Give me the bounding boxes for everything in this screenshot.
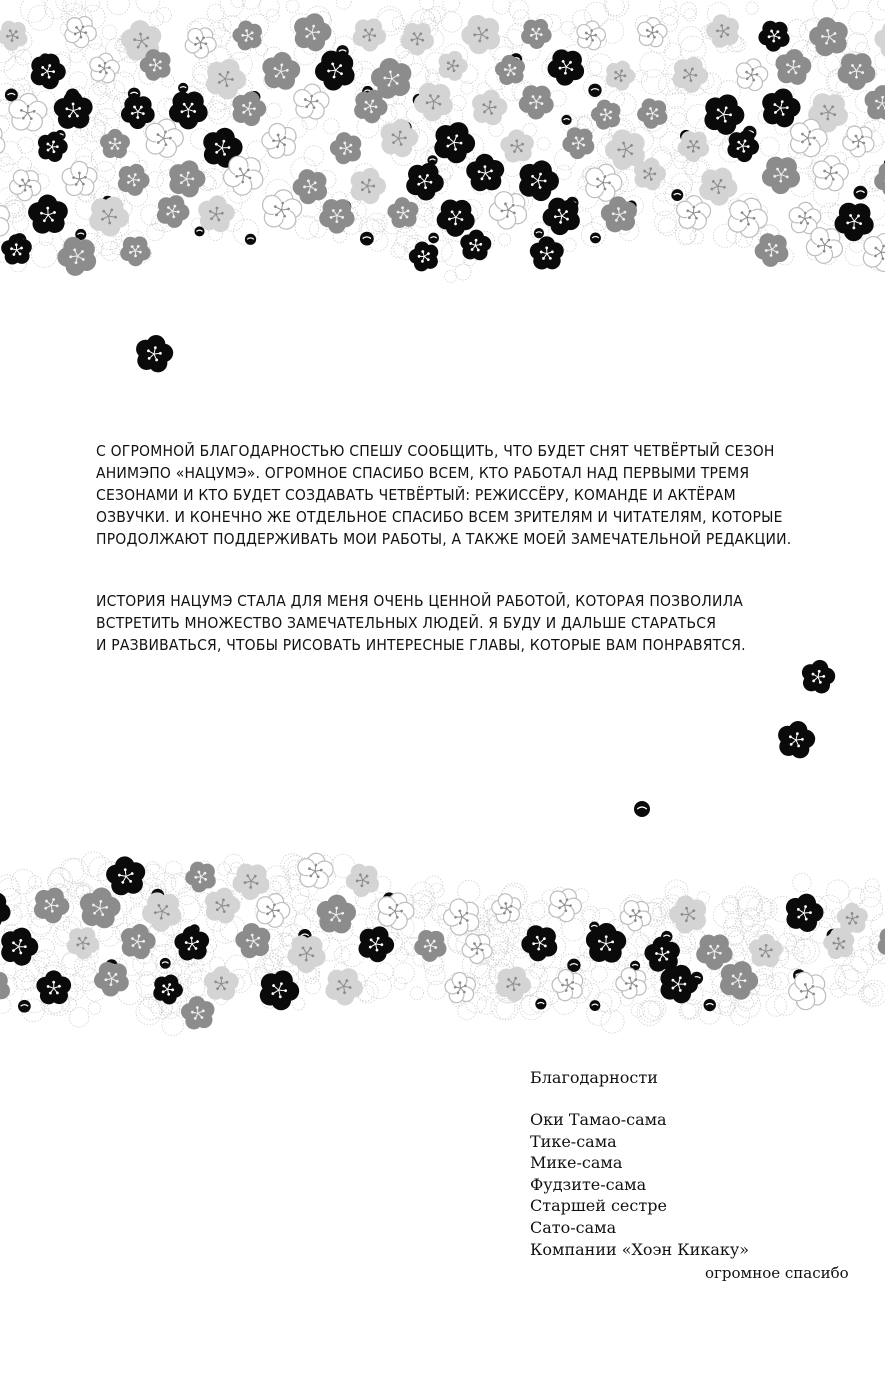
- plum-blossom-icon: [25, 190, 74, 239]
- plum-blossom-icon: [204, 966, 239, 1000]
- plum-blossom-icon: [527, 233, 568, 274]
- plum-blossom-icon: [51, 86, 98, 134]
- plum-blossom-icon: [488, 889, 527, 928]
- acknowledgements-closing: огромное спасибо: [705, 1264, 849, 1282]
- plum-blossom-icon: [346, 164, 390, 207]
- plum-blossom-icon: [772, 716, 820, 764]
- plum-blossom-icon: [558, 121, 601, 164]
- plum-blossom-icon: [408, 74, 461, 127]
- plum-blossom-icon: [296, 851, 335, 889]
- plum-blossom-icon: [180, 21, 222, 63]
- plum-blossom-icon: [292, 82, 331, 120]
- plum-blossom-icon: [441, 968, 481, 1008]
- plum-blossom-icon: [59, 10, 102, 52]
- plum-bud-icon: [18, 1000, 31, 1013]
- plum-blossom-icon: [774, 47, 813, 85]
- plum-blossom-icon: [615, 893, 658, 936]
- plum-bud-icon: [535, 998, 546, 1009]
- plum-blossom-icon: [229, 15, 268, 54]
- plum-blossom-icon: [782, 890, 827, 934]
- plum-blossom-icon: [171, 922, 214, 966]
- flower-pattern-band-bottom: [0, 840, 885, 1040]
- message-line: ОЗВУЧКИ. И КОНЕЧНО ЖЕ ОТДЕЛЬНОЕ СПАСИБО ВСЕМ ЗРИТЕЛЯМ И ЧИТАТЕЛЯМ, КОТОРЫЕ: [96, 508, 783, 526]
- plum-blossom-icon: [754, 14, 796, 56]
- plum-blossom-icon: [0, 231, 36, 269]
- plum-blossom-icon: [26, 49, 70, 93]
- plum-blossom-icon: [748, 933, 783, 967]
- message-line: И РАЗВИВАТЬСЯ, ЧТОБЫ РИСОВАТЬ ИНТЕРЕСНЫЕ ГЛАВЫ, КОТОРЫЕ ВАМ ПОНРАВЯТСЯ.: [96, 636, 746, 654]
- plum-blossom-icon: [514, 78, 561, 125]
- plum-blossom-icon: [260, 50, 302, 91]
- plum-blossom-icon: [401, 156, 450, 204]
- plum-blossom-icon: [673, 124, 715, 166]
- plum-blossom-icon: [636, 16, 669, 48]
- message-line: СЕЗОНАМИ И КТО БУДЕТ СОЗДАВАТЬ ЧЕТВЁРТЫЙ: РЕЖИССЁРУ, КОМАНДЕ И АКТЁРАМ: [96, 486, 736, 504]
- plum-bud-icon: [160, 958, 171, 969]
- plum-bud-icon: [590, 1000, 601, 1011]
- acknowledgements-title: Благодарности: [530, 1068, 658, 1087]
- acknowledgement-name: Старшей сестре: [530, 1196, 667, 1216]
- plum-blossom-icon: [459, 229, 491, 261]
- acknowledgements: [530, 1068, 749, 1260]
- message-line: ВСТРЕТИТЬ МНОЖЕСТВО ЗАМЕЧАТЕЛЬНЫХ ЛЮДЕЙ. Я БУДУ И ДАЛЬШЕ СТАРАТЬСЯ: [96, 614, 717, 632]
- flower-pattern-band-top: [0, 0, 885, 300]
- message-line: С ОГРОМНОЙ БЛАГОДАРНОСТЬЮ СПЕШУ СООБЩИТЬ, ЧТО БУДЕТ СНЯТ ЧЕТВЁРТЫЙ СЕЗОН: [96, 442, 775, 460]
- message-paragraph-1: [96, 440, 796, 550]
- plum-blossom-icon: [469, 87, 510, 127]
- plum-blossom-icon: [864, 85, 885, 121]
- plum-blossom-icon: [516, 918, 565, 967]
- plum-blossom-icon: [117, 921, 158, 961]
- plum-blossom-icon: [733, 56, 771, 93]
- acknowledgement-name: Мике-сама: [530, 1153, 623, 1173]
- plum-blossom-icon: [164, 156, 208, 200]
- plum-bud-icon: [561, 115, 571, 125]
- plum-bud-icon: [704, 999, 716, 1011]
- acknowledgement-name: Оки Тамао-сама: [530, 1110, 667, 1129]
- plum-bud-icon: [854, 186, 868, 200]
- plum-blossom-icon: [113, 159, 153, 199]
- plum-blossom-icon: [326, 127, 368, 169]
- plum-blossom-icon: [602, 57, 639, 94]
- plum-blossom-pattern: [0, 0, 885, 300]
- plum-blossom-icon: [456, 7, 509, 60]
- plum-blossom-icon: [796, 655, 840, 699]
- plum-bud-icon: [534, 228, 544, 238]
- plum-blossom-icon: [0, 963, 17, 1009]
- plum-blossom-icon: [811, 153, 851, 192]
- plum-blossom-icon: [320, 961, 369, 1010]
- plum-blossom-icon: [405, 236, 444, 275]
- plum-blossom-icon: [702, 9, 746, 53]
- acknowledgement-name: Компании «Хоэн Кикаку»: [530, 1239, 750, 1259]
- plum-bud-icon: [428, 233, 439, 244]
- plum-blossom-icon: [133, 332, 176, 374]
- plum-bud-icon: [590, 232, 601, 243]
- plum-bud-icon: [588, 84, 601, 97]
- plum-bud-icon: [630, 797, 654, 821]
- plum-blossom-icon: [435, 47, 471, 83]
- plum-blossom-icon: [775, 718, 818, 760]
- plum-blossom-icon: [799, 657, 837, 695]
- message-paragraph-2: [96, 590, 796, 656]
- plum-blossom-icon: [59, 157, 103, 201]
- plum-blossom-icon: [543, 883, 586, 926]
- message-line: ИСТОРИЯ НАЦУМЭ СТАЛА ДЛЯ МЕНЯ ОЧЕНЬ ЦЕННОЙ РАБОТОЙ, КОТОРАЯ ПОЗВОЛИЛА: [96, 592, 744, 610]
- plum-bud-icon: [178, 83, 188, 93]
- plum-bud-icon: [245, 234, 256, 245]
- plum-blossom-icon: [348, 12, 392, 56]
- plum-blossom-icon: [492, 51, 530, 90]
- acknowledgement-name: Фудзите-сама: [530, 1174, 647, 1194]
- plum-blossom-icon: [316, 894, 357, 934]
- plum-bud-icon: [634, 801, 650, 817]
- plum-blossom-icon: [664, 889, 714, 940]
- plum-bud-icon: [360, 232, 374, 246]
- plum-bud-icon: [5, 88, 18, 101]
- message-line: ПРОДОЛЖАЮТ ПОДДЕРЖИВАТЬ МОИ РАБОТЫ, А ТАКЖЕ МОЕЙ ЗАМЕЧАТЕЛЬНОЙ РЕДАКЦИИ.: [96, 530, 792, 548]
- plum-blossom-icon: [130, 330, 178, 378]
- plum-blossom-icon: [699, 88, 750, 138]
- message-line: АНИМЭПО «НАЦУМЭ». ОГРОМНОЕ СПАСИБО ВСЕМ, КТО РАБОТАЛ НАД ПЕРВЫМИ ТРЕМЯ: [96, 464, 750, 482]
- acknowledgement-name: Тике-сама: [530, 1131, 617, 1151]
- plum-blossom-icon: [377, 115, 422, 159]
- plum-blossom-pattern: [0, 840, 885, 1040]
- acknowledgement-name: Сато-сама: [530, 1217, 617, 1237]
- plum-blossom-icon: [254, 964, 304, 1014]
- plum-blossom-icon: [463, 149, 510, 197]
- plum-blossom-icon: [341, 857, 386, 902]
- plum-blossom-icon: [837, 119, 881, 163]
- plum-bud-icon: [671, 189, 683, 201]
- plum-blossom-icon: [756, 148, 807, 199]
